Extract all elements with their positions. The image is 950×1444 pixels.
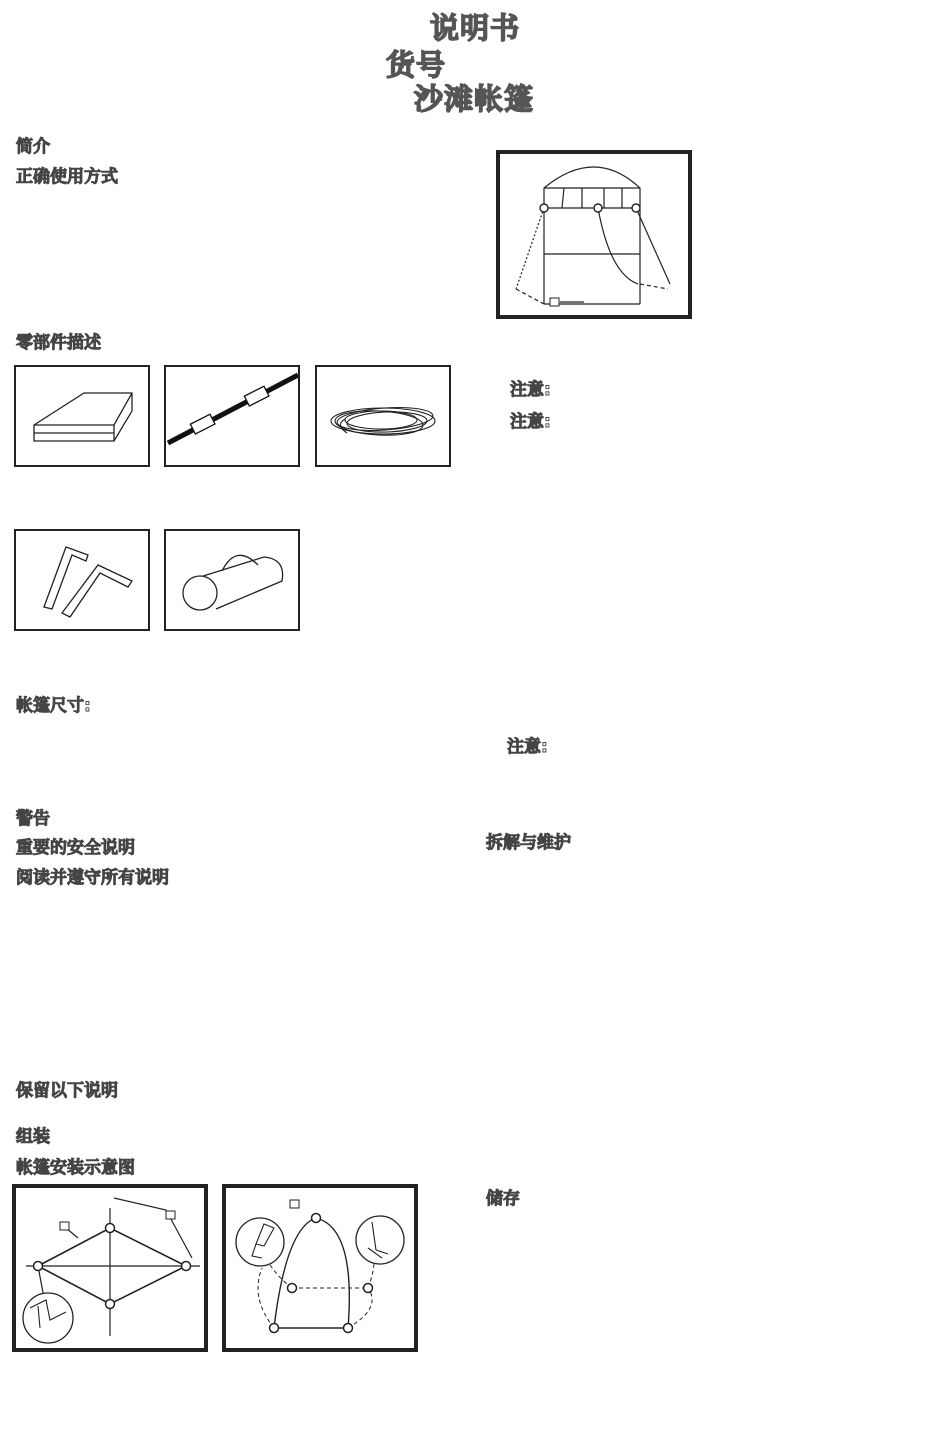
part-bag-figure: [164, 529, 300, 631]
assembly-figure-2: [222, 1184, 418, 1352]
part-pole-figure: [164, 365, 300, 467]
note-3: 注意:: [507, 737, 548, 757]
tent-overview-figure: [496, 150, 692, 319]
coiled-rope-illustration: [317, 367, 449, 465]
shock-corded-pole-illustration: [166, 367, 298, 465]
item-number-label: 货号: [386, 48, 447, 82]
heading-assembly-diagram: 帐篷安装示意图: [16, 1158, 135, 1178]
heading-read-follow: 阅读并遵守所有说明: [16, 868, 169, 888]
heading-proper-use: 正确使用方式: [16, 167, 118, 187]
heading-tent-size: 帐篷尺寸:: [16, 696, 91, 716]
heading-safety: 重要的安全说明: [16, 838, 135, 858]
part-stakes-figure: [14, 529, 150, 631]
pole-cross-layout-illustration: [16, 1188, 204, 1348]
heading-storage: 储存: [486, 1189, 520, 1209]
heading-assembly: 组装: [16, 1127, 50, 1147]
product-name: 沙滩帐篷: [414, 82, 535, 116]
dome-frame-illustration: [226, 1188, 414, 1348]
note-1: 注意:: [510, 380, 551, 400]
heading-teardown: 拆解与维护: [486, 833, 571, 853]
tent-stakes-illustration: [16, 531, 148, 629]
heading-intro: 简介: [16, 137, 50, 157]
part-tent-fabric-figure: [14, 365, 150, 467]
heading-keep: 保留以下说明: [16, 1081, 118, 1101]
assembly-figure-1: [12, 1184, 208, 1352]
part-rope-figure: [315, 365, 451, 467]
manual-title: 说明书: [430, 11, 521, 45]
folded-fabric-illustration: [16, 367, 148, 465]
heading-parts: 零部件描述: [16, 333, 101, 353]
tent-overview-illustration: [500, 154, 688, 315]
note-2: 注意:: [510, 412, 551, 432]
heading-warning: 警告: [16, 809, 50, 829]
carry-bag-illustration: [166, 531, 298, 629]
